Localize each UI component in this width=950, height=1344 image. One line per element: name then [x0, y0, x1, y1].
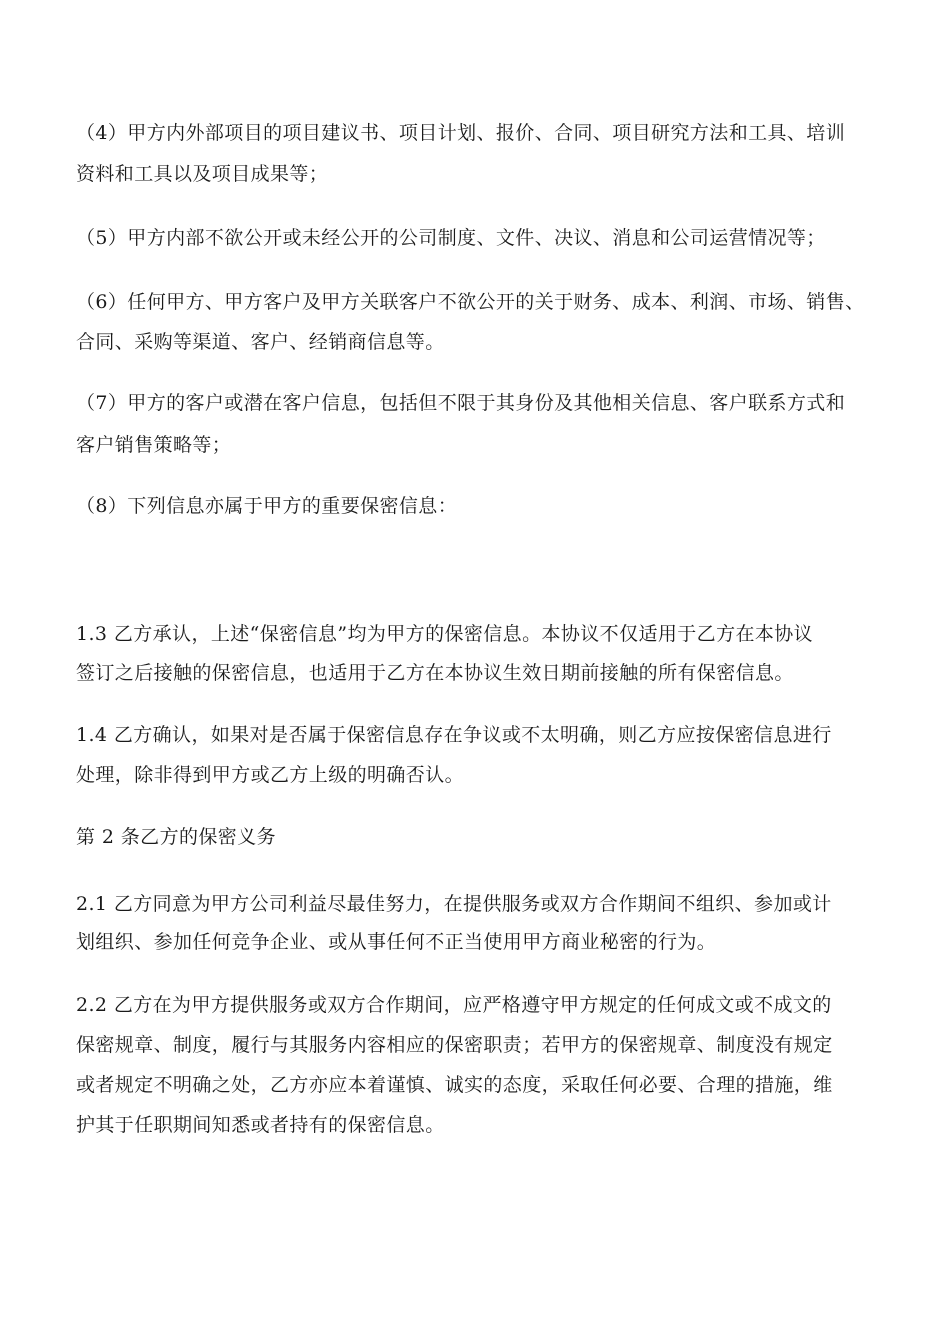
item-6-line-2: 合同、采购等渠道、客户、经销商信息等。 — [76, 331, 445, 353]
clause-1-3-line-2: 签订之后接触的保密信息，也适用于乙方在本协议生效日期前接触的所有保密信息。 — [76, 662, 794, 684]
clause-2-1-line-1: 2.1 乙方同意为甲方公司利益尽最佳努力，在提供服务或双方合作期间不组织、参加或计 — [76, 893, 832, 915]
article-2-heading: 第 2 条乙方的保密义务 — [76, 826, 276, 848]
clause-2-2-line-4: 护其于任职期间知悉或者持有的保密信息。 — [76, 1114, 445, 1136]
clause-1-4-line-1: 1.4 乙方确认，如果对是否属于保密信息存在争议或不太明确，则乙方应按保密信息进行 — [76, 724, 832, 746]
item-7-line-1: （7）甲方的客户或潜在客户信息，包括但不限于其身份及其他相关信息、客户联系方式和 — [76, 392, 846, 414]
item-4-line-2: 资料和工具以及项目成果等； — [76, 163, 329, 185]
item-7-line-2: 客户销售策略等； — [76, 434, 232, 456]
clause-1-4-line-2: 处理，除非得到甲方或乙方上级的明确否认。 — [76, 764, 465, 786]
item-4-line-1: （4）甲方内外部项目的项目建议书、项目计划、报价、合同、项目研究方法和工具、培训 — [76, 122, 846, 144]
clause-2-2-line-2: 保密规章、制度，履行与其服务内容相应的保密职责；若甲方的保密规章、制度没有规定 — [76, 1034, 833, 1056]
item-6-line-1: （6）任何甲方、甲方客户及甲方关联客户不欲公开的关于财务、成本、利润、市场、销售、 — [76, 291, 865, 313]
clause-2-1-line-2: 划组织、参加任何竞争企业、或从事任何不正当使用甲方商业秘密的行为。 — [76, 931, 717, 953]
clause-2-2-line-3: 或者规定不明确之处，乙方亦应本着谨慎、诚实的态度，采取任何必要、合理的措施，维 — [76, 1074, 833, 1096]
item-5-line-1: （5）甲方内部不欲公开或未经公开的公司制度、文件、决议、消息和公司运营情况等； — [76, 227, 826, 249]
clause-2-2-line-1: 2.2 乙方在为甲方提供服务或双方合作期间，应严格遵守甲方规定的任何成文或不成文的 — [76, 994, 832, 1016]
clause-1-3-line-1: 1.3 乙方承认，上述“保密信息”均为甲方的保密信息。本协议不仅适用于乙方在本协议 — [76, 623, 814, 645]
item-8-line-1: （8）下列信息亦属于甲方的重要保密信息： — [76, 495, 458, 517]
